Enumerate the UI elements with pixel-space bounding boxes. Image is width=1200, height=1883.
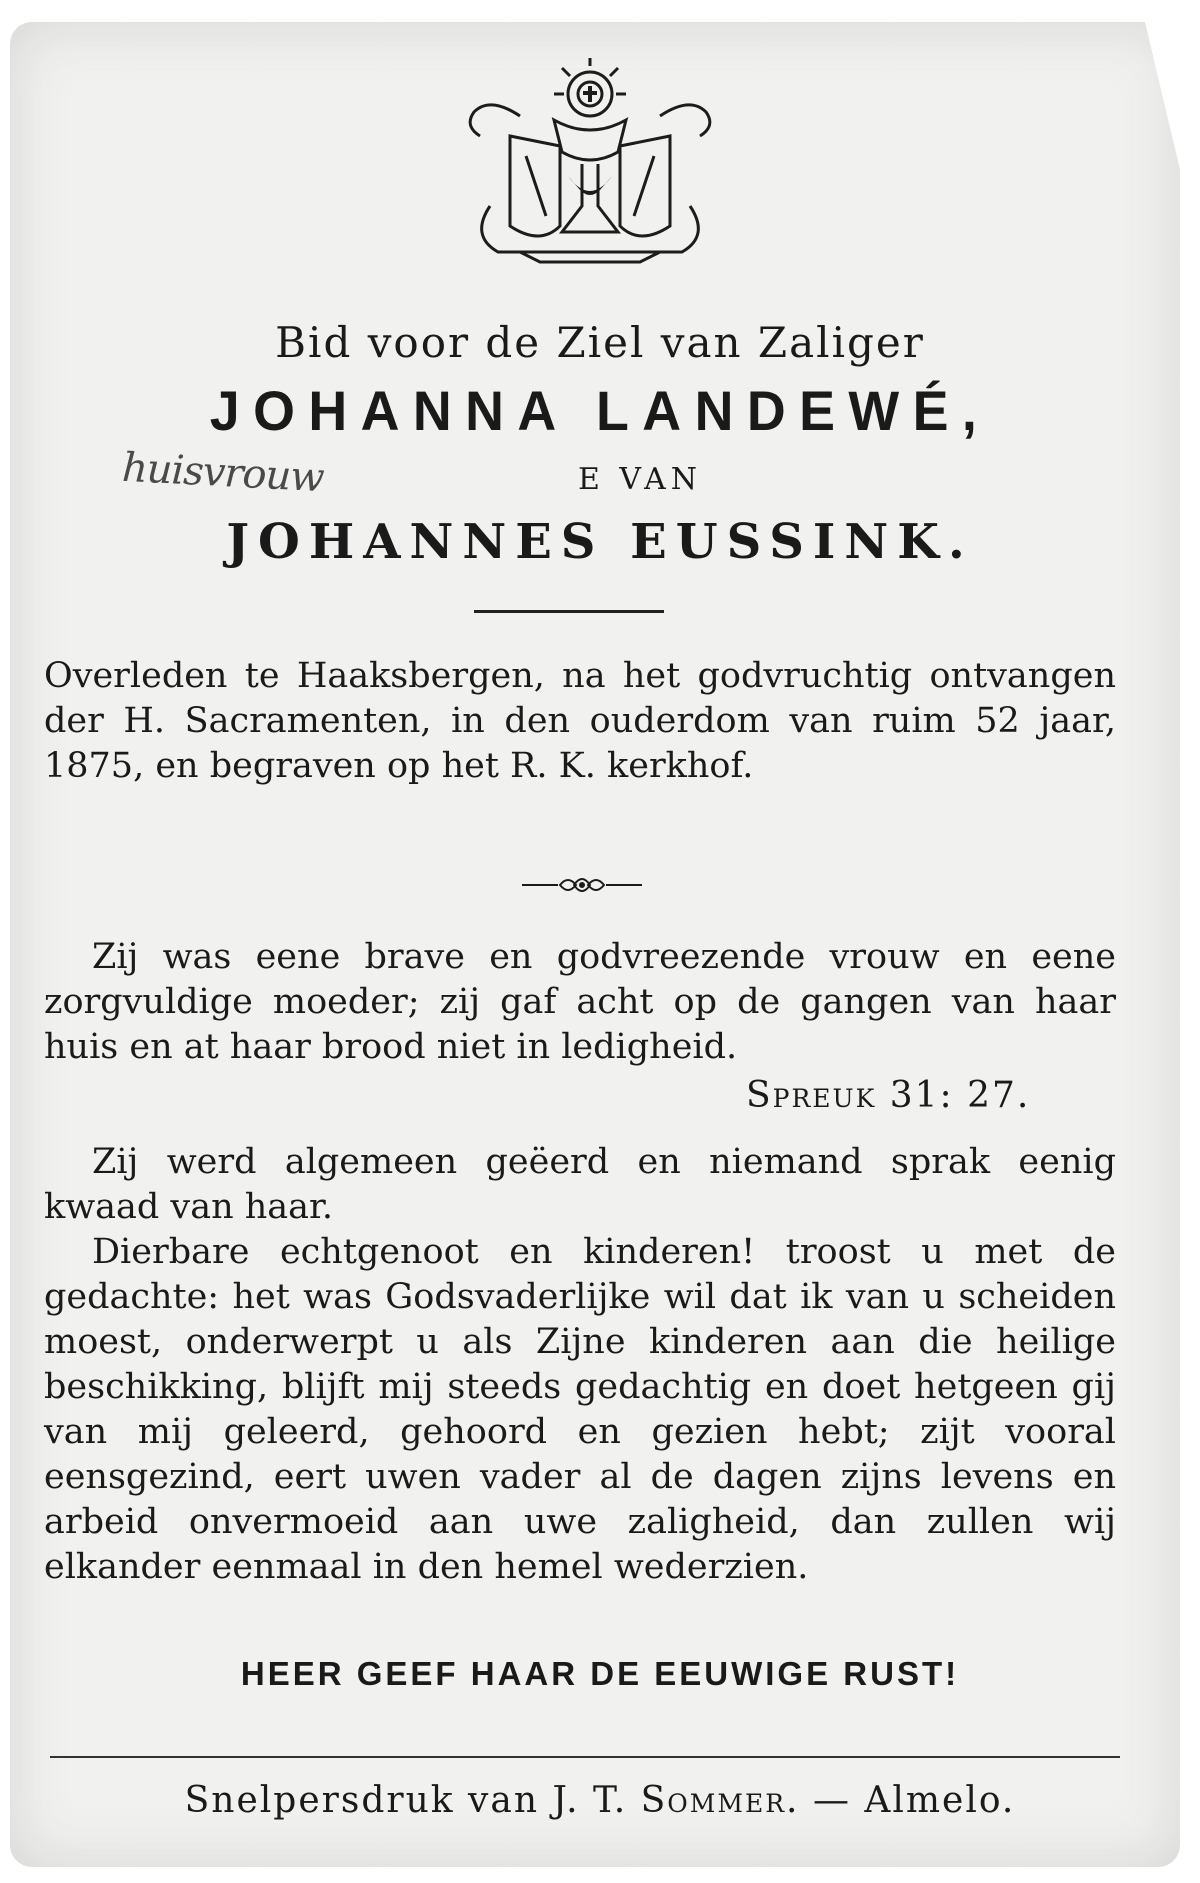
printer-prefix: Snelpersdruk van J. T. — [184, 1780, 628, 1821]
verse-reference: Spreuk 31: 27. — [746, 1075, 1031, 1116]
printer-credit — [0, 1780, 1200, 1821]
card-heading: Bid voor de Ziel van Zaliger — [275, 318, 925, 367]
relation-text: E VAN — [578, 462, 702, 497]
handwritten-annotation: huisvrouw — [120, 444, 325, 502]
chalice-emblem-icon — [450, 56, 730, 266]
closing-prayer: HEER GEEF HAAR DE EEUWIGE RUST! — [240, 1655, 960, 1692]
printer-name: Sommer. — [640, 1780, 800, 1821]
footer-rule — [50, 1756, 1120, 1758]
divider-rule — [474, 610, 664, 613]
ornament-divider-icon — [522, 872, 642, 898]
printer-place: — Almelo. — [812, 1780, 1016, 1821]
tribute-text: Zij werd algemeen geëerd en niemand sprak eenig kwaad van haar. — [44, 1142, 1116, 1227]
death-notice: Overleden te Haaksbergen, na het godvruchtig ontvangen der H. Sacramenten, in den ouderdom van ruim 52 jaar, 1875, en begraven op het R. K. kerkhof. — [44, 656, 1116, 786]
farewell-message: Dierbare echtgenoot en kinderen! troost u met de gedachte: het was Godsvaderlijke wil dat ik van u scheiden moest, onderwerpt u als Zijne kinderen aan die heilige beschikking, blijft mij steeds gedachtig en doet hetgeen gij van mij geleerd, gehoord en gezien hebt; zijt vooral eensgezind, eert uwen vader al de dagen zijns levens en arbeid onvermoeid aan uwe zaligheid, dan zullen wij elkander eenmaal in den hemel wederzien. — [44, 1232, 1116, 1587]
proverb-verse: Zij was eene brave en godvreezende vrouw en eene zorgvuldige moeder; zij gaf acht op de gangen van haar huis en at haar brood niet in ledigheid. — [44, 937, 1116, 1067]
spouse-name: JOHANNES EUSSINK. — [226, 514, 974, 570]
deceased-name: JOHANNA LANDEWÉ, — [209, 379, 991, 442]
